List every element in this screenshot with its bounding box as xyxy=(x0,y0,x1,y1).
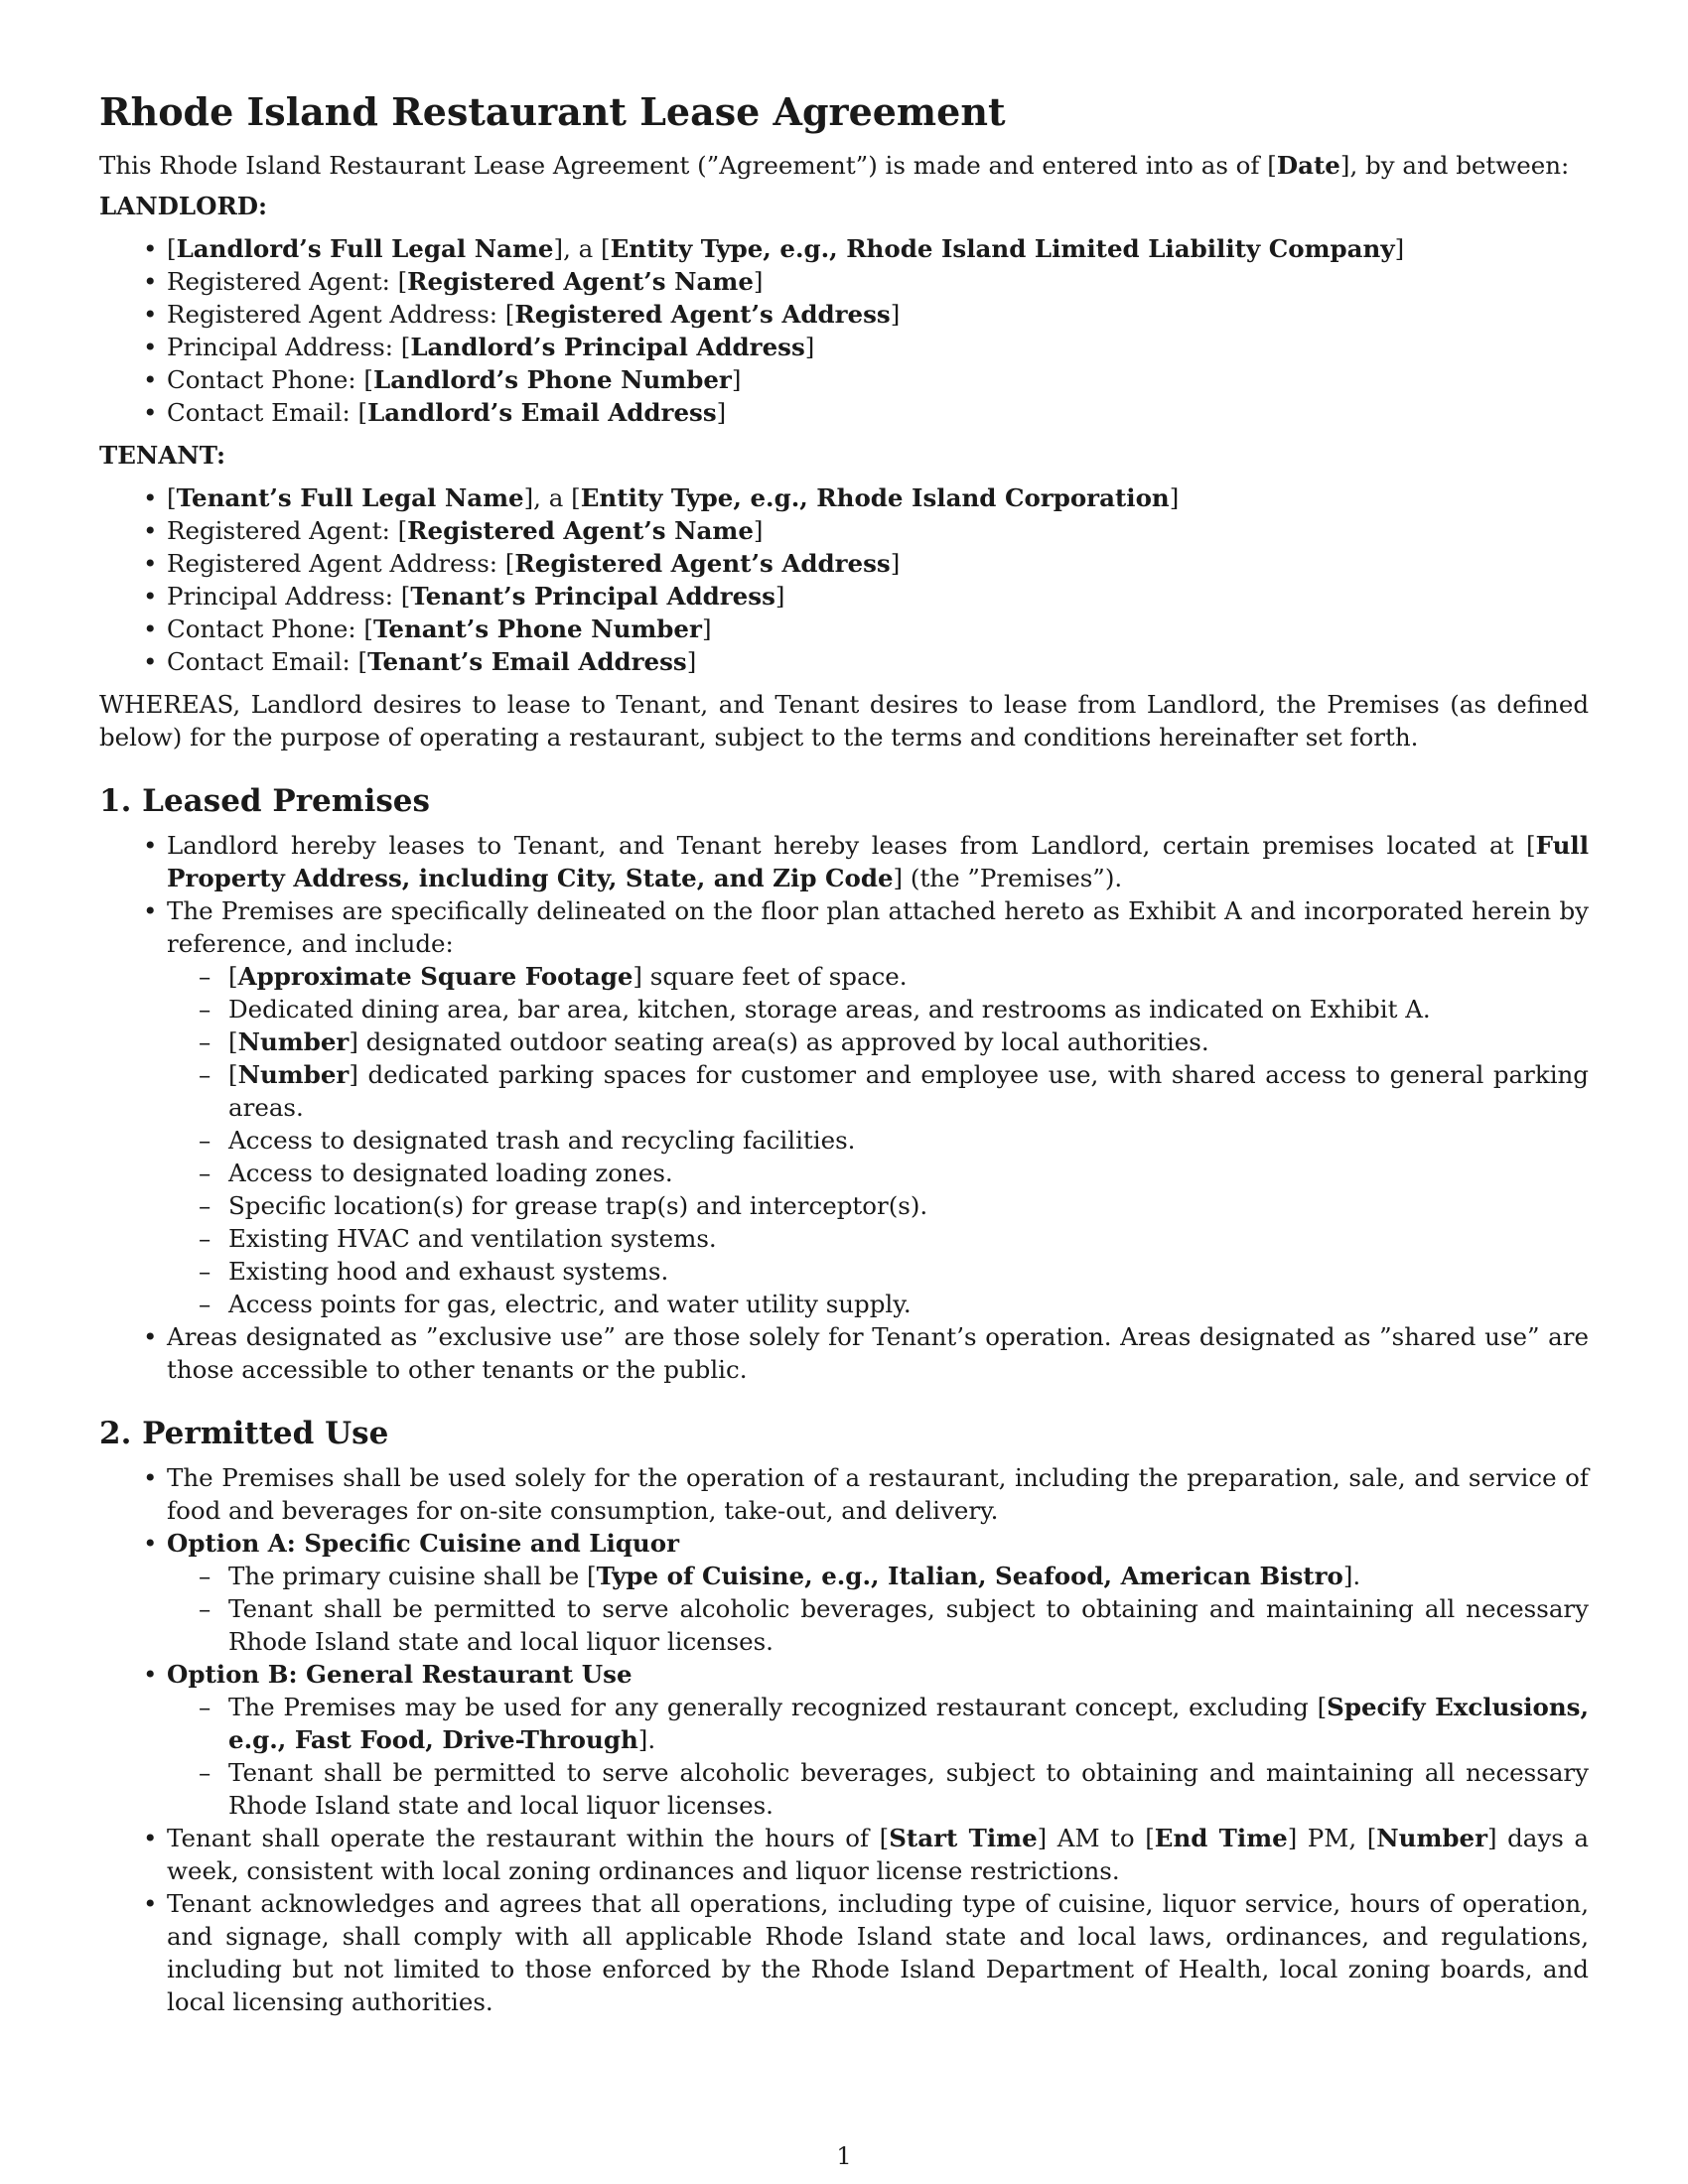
placeholder-field: Registered Agent’s Address xyxy=(514,300,891,329)
placeholder-field: Approximate Square Footage xyxy=(237,962,633,991)
placeholder-field: Type of Cuisine, e.g., Italian, Seafood, American Bistro xyxy=(596,1562,1343,1590)
sub-clause-item xyxy=(167,960,1589,993)
list-item xyxy=(99,232,1589,265)
text-run: Dedicated dining area, bar area, kitchen, storage areas, and restrooms as indicated on Exhibit A. xyxy=(228,995,1431,1024)
clause-item xyxy=(99,1822,1589,1887)
text-run: ] xyxy=(804,333,815,361)
placeholder-field: Landlord’s Principal Address xyxy=(410,333,805,361)
placeholder-field: Landlord’s Email Address xyxy=(367,398,717,427)
page-number: 1 xyxy=(836,2142,852,2170)
clause-item xyxy=(99,829,1589,894)
sub-clause-item xyxy=(167,1157,1589,1189)
sub-clause-item xyxy=(167,993,1589,1025)
section-list xyxy=(99,829,1589,1386)
list-item xyxy=(99,514,1589,547)
placeholder-field: Option A: Specific Cuisine and Liquor xyxy=(167,1529,679,1558)
text-run: Tenant shall be permitted to serve alcoholic beverages, subject to obtaining and maintaining all necessary Rhode Island state and local liquor licenses. xyxy=(228,1594,1589,1656)
sub-clause-list xyxy=(167,960,1589,1320)
placeholder-field: Date xyxy=(1276,151,1340,180)
sub-clause-item xyxy=(167,1288,1589,1320)
text-run: ]. xyxy=(1342,1562,1361,1590)
text-run: [ xyxy=(167,234,177,263)
text-run: Principal Address: [ xyxy=(167,333,411,361)
clause-item xyxy=(99,1320,1589,1386)
text-run: ] xyxy=(890,549,901,578)
text-run: Access points for gas, electric, and water utility supply. xyxy=(228,1290,912,1318)
placeholder-field: Tenant’s Principal Address xyxy=(410,582,775,611)
text-run: ] xyxy=(1169,483,1180,512)
text-run: ] xyxy=(731,365,742,394)
sub-clause-list xyxy=(167,1691,1589,1822)
text-run: ] dedicated parking spaces for customer and employee use, with shared access to general parking areas. xyxy=(228,1060,1589,1122)
whereas-paragraph: WHEREAS, Landlord desires to lease to Tenant, and Tenant desires to lease from Landlord, the Premises (as defined below) for the purpose of operating a restaurant, subject to the terms and conditions hereinafter set forth. xyxy=(99,690,1589,751)
text-run: Existing hood and exhaust systems. xyxy=(228,1257,669,1286)
list-item xyxy=(99,580,1589,613)
text-run: ], by and between: xyxy=(1339,151,1570,180)
placeholder-field: Tenant’s Email Address xyxy=(367,647,687,676)
text-run: The Premises shall be used solely for the operation of a restaurant, including the preparation, sale, and service of food and beverages for on-site consumption, take-out, and delivery. xyxy=(167,1463,1589,1525)
list-item xyxy=(99,481,1589,514)
section-heading: 2. Permitted Use xyxy=(99,1416,389,1451)
sub-clause-item xyxy=(167,1189,1589,1222)
text-run: Access to designated loading zones. xyxy=(228,1159,673,1187)
sub-clause-item xyxy=(167,1058,1589,1124)
text-run: Contact Email: [ xyxy=(167,647,368,676)
intro-paragraph xyxy=(99,149,1589,182)
clause-item xyxy=(99,1658,1589,1822)
tenant-label: TENANT: xyxy=(99,441,226,470)
text-run: ]. xyxy=(637,1725,656,1754)
landlord-details-list xyxy=(99,232,1589,429)
sub-clause-item xyxy=(167,1025,1589,1058)
placeholder-field: Option B: General Restaurant Use xyxy=(167,1660,633,1689)
sub-clause-item xyxy=(167,1222,1589,1255)
placeholder-field: Entity Type, e.g., Rhode Island Corporation xyxy=(580,483,1170,512)
section-heading: 1. Leased Premises xyxy=(99,783,430,819)
placeholder-field: Tenant’s Full Legal Name xyxy=(176,483,524,512)
text-run: Existing HVAC and ventilation systems. xyxy=(228,1224,717,1253)
document-title: Rhode Island Restaurant Lease Agreement xyxy=(99,89,1006,134)
text-run: ] xyxy=(1394,234,1405,263)
text-run: The Premises may be used for any generally recognized restaurant concept, excluding [ xyxy=(228,1693,1328,1721)
text-run: Tenant acknowledges and agrees that all operations, including type of cuisine, liquor service, hours of operation, and signage, shall comply with all applicable Rhode Island state and local laws, ordinances, and regulations, including but not limited to those enforced by the Rhode Island Department of Health, local zoning boards, and local licensing authorities. xyxy=(167,1889,1589,2016)
clause-item xyxy=(99,894,1589,1320)
text-run: ] xyxy=(716,398,727,427)
text-run: ] xyxy=(701,614,712,643)
text-run: ] xyxy=(753,516,764,545)
tenant-details-list xyxy=(99,481,1589,678)
sections-container xyxy=(99,781,1589,2018)
text-run: ] (the ”Premises”). xyxy=(893,864,1123,892)
placeholder-field: Registered Agent’s Name xyxy=(407,516,754,545)
sub-clause-item xyxy=(167,1756,1589,1822)
text-run: [ xyxy=(228,1060,238,1089)
text-run: Landlord hereby leases to Tenant, and Tenant hereby leases from Landlord, certain premises located at [ xyxy=(167,831,1536,860)
text-run: [ xyxy=(167,483,177,512)
sub-clause-item xyxy=(167,1255,1589,1288)
text-run: ] square feet of space. xyxy=(633,962,908,991)
text-run: Tenant shall operate the restaurant within the hours of [ xyxy=(167,1824,890,1852)
placeholder-field: Specify Exclusions, e.g., Fast Food, Drive-Through xyxy=(228,1693,1589,1754)
text-run: Principal Address: [ xyxy=(167,582,411,611)
text-run: Tenant shall be permitted to serve alcoholic beverages, subject to obtaining and maintaining all necessary Rhode Island state and local liquor licenses. xyxy=(228,1758,1589,1820)
landlord-label: LANDLORD: xyxy=(99,192,268,220)
text-run: Registered Agent: [ xyxy=(167,267,408,296)
text-run: The primary cuisine shall be [ xyxy=(228,1562,597,1590)
list-item xyxy=(99,363,1589,396)
text-run: Contact Phone: [ xyxy=(167,365,373,394)
list-item xyxy=(99,547,1589,580)
text-run: Contact Email: [ xyxy=(167,398,368,427)
clause-item xyxy=(99,1887,1589,2018)
list-item xyxy=(99,613,1589,645)
section-list xyxy=(99,1461,1589,2018)
sub-clause-item xyxy=(167,1592,1589,1658)
text-run: Specific location(s) for grease trap(s) and interceptor(s). xyxy=(228,1191,928,1220)
list-item xyxy=(99,265,1589,298)
text-run: ] xyxy=(774,582,785,611)
placeholder-field: Full Property Address, including City, State, and Zip Code xyxy=(167,831,1589,892)
list-item xyxy=(99,331,1589,363)
text-run: Registered Agent Address: [ xyxy=(167,300,515,329)
document-page xyxy=(99,87,1589,2028)
list-item xyxy=(99,645,1589,678)
text-run: Access to designated trash and recycling facilities. xyxy=(228,1126,856,1155)
sub-clause-item xyxy=(167,1560,1589,1592)
placeholder-field: Start Time xyxy=(889,1824,1038,1852)
placeholder-field: Number xyxy=(237,1027,350,1056)
text-run: The Premises are specifically delineated on the floor plan attached hereto as Exhibit A and incorporated herein by reference, and include: xyxy=(167,896,1589,958)
text-run: ] PM, [ xyxy=(1287,1824,1377,1852)
sub-clause-list xyxy=(167,1560,1589,1658)
text-run: ] days a week, consistent with local zoning ordinances and liquor license restrictions. xyxy=(167,1824,1589,1885)
text-run: [ xyxy=(1267,151,1277,180)
placeholder-field: Number xyxy=(237,1060,350,1089)
list-item xyxy=(99,396,1589,429)
sub-clause-item xyxy=(167,1691,1589,1756)
placeholder-field: Registered Agent’s Name xyxy=(407,267,754,296)
placeholder-field: End Time xyxy=(1154,1824,1288,1852)
text-run: ], a [ xyxy=(523,483,581,512)
text-run: ] designated outdoor seating area(s) as approved by local authorities. xyxy=(349,1027,1209,1056)
placeholder-field: Registered Agent’s Address xyxy=(514,549,891,578)
clause-item xyxy=(99,1527,1589,1658)
text-run: Registered Agent: [ xyxy=(167,516,408,545)
clause-item xyxy=(99,1461,1589,1527)
placeholder-field: Landlord’s Phone Number xyxy=(372,365,732,394)
text-run: Contact Phone: [ xyxy=(167,614,373,643)
text-run: Areas designated as ”exclusive use” are those solely for Tenant’s operation. Areas designated as ”shared use” are those accessible to other tenants or the public. xyxy=(167,1322,1589,1384)
placeholder-field: Number xyxy=(1376,1824,1488,1852)
text-run: ] xyxy=(890,300,901,329)
placeholder-field: Tenant’s Phone Number xyxy=(372,614,702,643)
sub-clause-item xyxy=(167,1124,1589,1157)
text-run: ] AM to [ xyxy=(1037,1824,1155,1852)
placeholder-field: Landlord’s Full Legal Name xyxy=(176,234,554,263)
text-run: [ xyxy=(228,962,238,991)
text-run: [ xyxy=(228,1027,238,1056)
text-run: Registered Agent Address: [ xyxy=(167,549,515,578)
text-run: ] xyxy=(686,647,697,676)
text-run: This Rhode Island Restaurant Lease Agreement (”Agreement”) is made and entered into as of xyxy=(99,151,1268,180)
text-run: ], a [ xyxy=(553,234,611,263)
text-run: ] xyxy=(753,267,764,296)
list-item xyxy=(99,298,1589,331)
placeholder-field: Entity Type, e.g., Rhode Island Limited Liability Company xyxy=(610,234,1395,263)
